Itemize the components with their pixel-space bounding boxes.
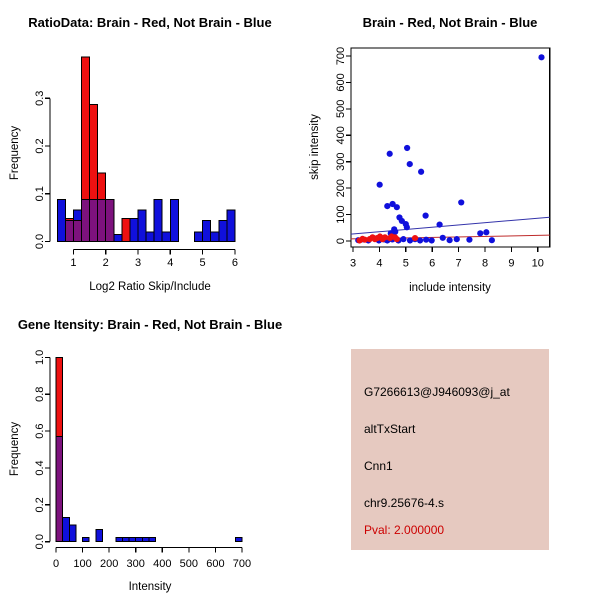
svg-text:0.2: 0.2 xyxy=(34,138,46,154)
gene-histogram-plot xyxy=(0,300,300,600)
scatter-title: Brain - Red, Not Brain - Blue xyxy=(362,15,538,30)
svg-text:4: 4 xyxy=(167,257,174,269)
svg-text:100: 100 xyxy=(73,558,92,570)
x-axis xyxy=(70,250,238,270)
ratio-histogram-xlabel: Log2 Ratio Skip/Include xyxy=(89,281,211,293)
plot-box xyxy=(351,48,550,247)
event-type-text: altTxStart xyxy=(364,422,416,436)
svg-text:0: 0 xyxy=(335,237,347,245)
data-points-blue xyxy=(355,54,544,243)
scatter-plot xyxy=(300,0,600,300)
histogram-bars xyxy=(56,357,242,541)
svg-text:700: 700 xyxy=(335,46,347,66)
svg-text:0.0: 0.0 xyxy=(34,233,46,250)
x-axis xyxy=(53,548,251,571)
svg-text:10: 10 xyxy=(531,257,544,270)
svg-text:0.8: 0.8 xyxy=(34,386,46,402)
svg-text:4: 4 xyxy=(376,257,383,270)
svg-text:200: 200 xyxy=(335,178,347,198)
svg-text:1.0: 1.0 xyxy=(34,349,46,366)
info-panel xyxy=(351,349,549,550)
x-axis xyxy=(350,247,544,270)
svg-text:300: 300 xyxy=(335,152,347,171)
ratio-histogram-plot xyxy=(0,0,300,300)
svg-text:9: 9 xyxy=(508,257,515,270)
svg-text:3: 3 xyxy=(349,257,357,270)
svg-text:600: 600 xyxy=(206,558,225,570)
svg-text:0: 0 xyxy=(52,558,60,570)
histogram-bars xyxy=(57,57,235,241)
svg-text:400: 400 xyxy=(153,558,172,570)
svg-text:3: 3 xyxy=(134,257,142,269)
svg-text:0.3: 0.3 xyxy=(34,90,46,106)
svg-text:0.0: 0.0 xyxy=(34,534,46,550)
svg-text:0.4: 0.4 xyxy=(34,460,46,476)
svg-text:5: 5 xyxy=(199,257,206,269)
ratio-histogram-title: RatioData: Brain - Red, Not Brain - Blue xyxy=(28,15,272,30)
svg-text:500: 500 xyxy=(179,558,199,570)
svg-text:8: 8 xyxy=(481,257,489,270)
gene-name-text: Cnn1 xyxy=(364,459,393,473)
svg-text:6: 6 xyxy=(429,257,436,270)
svg-text:600: 600 xyxy=(335,73,347,92)
svg-text:300: 300 xyxy=(126,558,145,570)
svg-text:2: 2 xyxy=(102,257,109,269)
probe-id-text: G7266613@J946093@j_at xyxy=(364,385,510,399)
svg-text:0.6: 0.6 xyxy=(34,423,46,439)
svg-text:6: 6 xyxy=(231,257,238,269)
gene-histogram-xlabel: Intensity xyxy=(128,581,172,593)
svg-text:1: 1 xyxy=(70,257,77,269)
gene-histogram-title: Gene Itensity: Brain - Red, Not Brain - Blue xyxy=(17,317,283,332)
svg-text:700: 700 xyxy=(232,558,252,570)
pval-text: Pval: 2.000000 xyxy=(364,523,445,537)
svg-text:500: 500 xyxy=(335,99,347,119)
svg-text:200: 200 xyxy=(99,558,119,570)
ratio-histogram-ylabel: Frequency xyxy=(9,125,21,181)
y-axis xyxy=(335,47,351,244)
svg-text:0.2: 0.2 xyxy=(34,497,46,513)
genome-location-text: chr9.25676-4.s xyxy=(364,496,445,510)
y-axis xyxy=(34,350,50,550)
scatter-xlabel: include intensity xyxy=(409,282,491,294)
svg-text:400: 400 xyxy=(335,126,347,145)
svg-text:100: 100 xyxy=(335,205,347,224)
svg-text:5: 5 xyxy=(402,257,409,270)
svg-text:7: 7 xyxy=(455,257,462,270)
svg-text:0.1: 0.1 xyxy=(34,186,46,202)
y-axis xyxy=(34,91,50,250)
scatter-ylabel: skip intensity xyxy=(309,114,321,180)
gene-histogram-ylabel: Frequency xyxy=(9,421,21,477)
